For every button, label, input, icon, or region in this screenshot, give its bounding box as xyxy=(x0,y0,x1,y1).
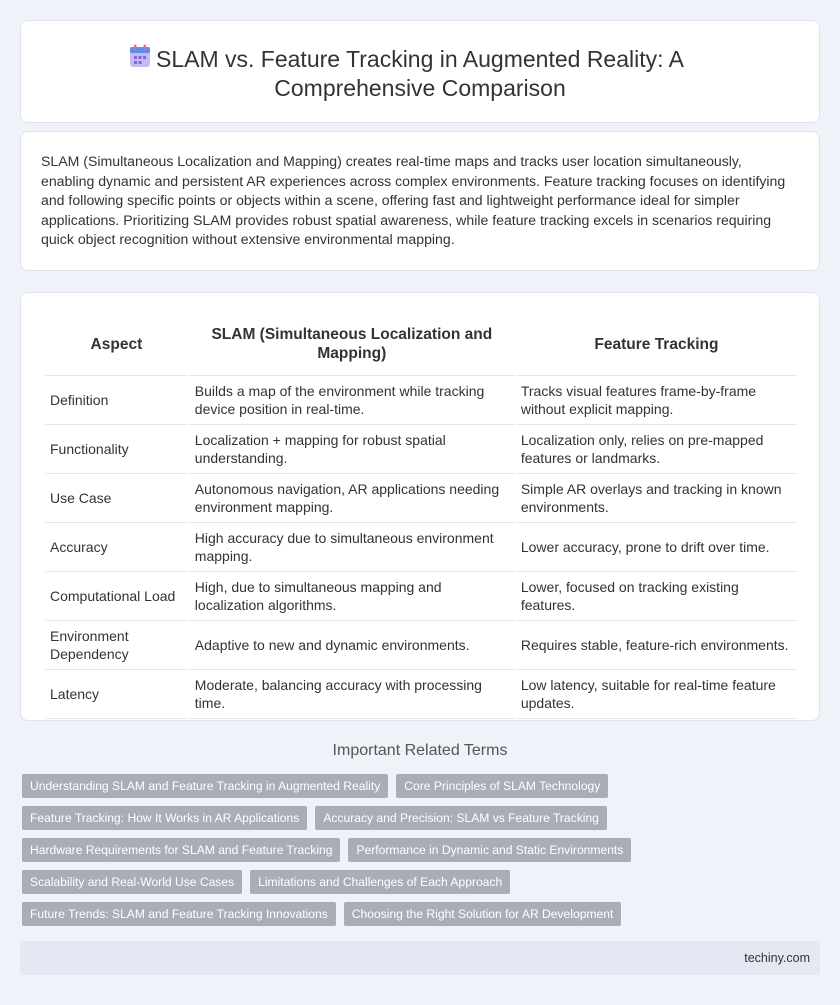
table-header-row xyxy=(45,313,797,376)
related-term-tag[interactable]: Accuracy and Precision: SLAM vs Feature Tracking xyxy=(315,806,607,830)
table-cell: Lower accuracy, prone to drift over time. xyxy=(516,523,797,572)
table-cell: Computational Load xyxy=(45,572,188,621)
related-term-tag[interactable]: Performance in Dynamic and Static Environments xyxy=(348,838,631,862)
table-cell: Localization + mapping for robust spatial understanding. xyxy=(190,425,514,474)
table-cell: Tracks visual features frame-by-frame without explicit mapping. xyxy=(516,376,797,425)
table-row xyxy=(45,425,797,474)
table-cell: Localization only, relies on pre-mapped features or landmarks. xyxy=(516,425,797,474)
comparison-card xyxy=(20,292,820,721)
table-row xyxy=(45,572,797,621)
related-term-tag[interactable]: Scalability and Real-World Use Cases xyxy=(22,870,242,894)
table-cell: Accuracy xyxy=(45,523,188,572)
table-row xyxy=(45,670,797,719)
related-term-tag[interactable]: Limitations and Challenges of Each Approach xyxy=(250,870,510,894)
table-cell: Use Case xyxy=(45,474,188,523)
intro-paragraph: SLAM (Simultaneous Localization and Mapping) creates real-time maps and tracks user location simultaneously, enabling dynamic and persistent AR experiences across complex environments. Feature tracking focuses on identifying and following specific points or objects within a scene, offering fast and lightweight performance ideal for simpler applications. Prioritizing SLAM provides robust spatial awareness, while feature tracking excels in scenarios requiring quick object recognition without extensive environmental mapping. xyxy=(41,153,786,248)
related-terms-list xyxy=(22,774,822,934)
table-cell: Simple AR overlays and tracking in known environments. xyxy=(516,474,797,523)
column-header-feature-tracking: Feature Tracking xyxy=(516,313,797,376)
intro-card xyxy=(20,131,820,271)
table-cell: Lower, focused on tracking existing features. xyxy=(516,572,797,621)
title-card xyxy=(20,20,820,123)
footer-site-link[interactable]: techiny.com xyxy=(744,951,810,965)
page-title: SLAM vs. Feature Tracking in Augmented Reality: A Comprehensive Comparison xyxy=(156,46,684,101)
table-row xyxy=(45,474,797,523)
table-cell: Autonomous navigation, AR applications needing environment mapping. xyxy=(190,474,514,523)
related-term-tag[interactable]: Core Principles of SLAM Technology xyxy=(396,774,608,798)
footer xyxy=(20,941,820,975)
related-term-tag[interactable]: Hardware Requirements for SLAM and Feature Tracking xyxy=(22,838,340,862)
column-header-slam: SLAM (Simultaneous Localization and Mapping) xyxy=(190,313,514,376)
table-cell: High, due to simultaneous mapping and localization algorithms. xyxy=(190,572,514,621)
related-term-tag[interactable]: Understanding SLAM and Feature Tracking in Augmented Reality xyxy=(22,774,388,798)
related-term-tag[interactable]: Choosing the Right Solution for AR Development xyxy=(344,902,622,926)
table-row xyxy=(45,523,797,572)
related-term-tag[interactable]: Future Trends: SLAM and Feature Tracking Innovations xyxy=(22,902,336,926)
related-terms-heading: Important Related Terms xyxy=(332,742,508,759)
comparison-table xyxy=(43,313,799,719)
table-cell: Moderate, balancing accuracy with processing time. xyxy=(190,670,514,719)
table-cell: Environment Dependency xyxy=(45,621,188,670)
table-row xyxy=(45,376,797,425)
table-row xyxy=(45,621,797,670)
table-cell: Definition xyxy=(45,376,188,425)
table-cell: Builds a map of the environment while tracking device position in real-time. xyxy=(190,376,514,425)
table-cell: Functionality xyxy=(45,425,188,474)
table-cell: Latency xyxy=(45,670,188,719)
table-cell: Requires stable, feature-rich environments. xyxy=(516,621,797,670)
related-term-tag[interactable]: Feature Tracking: How It Works in AR Applications xyxy=(22,806,307,830)
table-cell: High accuracy due to simultaneous environment mapping. xyxy=(190,523,514,572)
table-cell: Low latency, suitable for real-time feature updates. xyxy=(516,670,797,719)
table-cell: Adaptive to new and dynamic environments. xyxy=(190,621,514,670)
column-header-aspect: Aspect xyxy=(45,313,188,376)
